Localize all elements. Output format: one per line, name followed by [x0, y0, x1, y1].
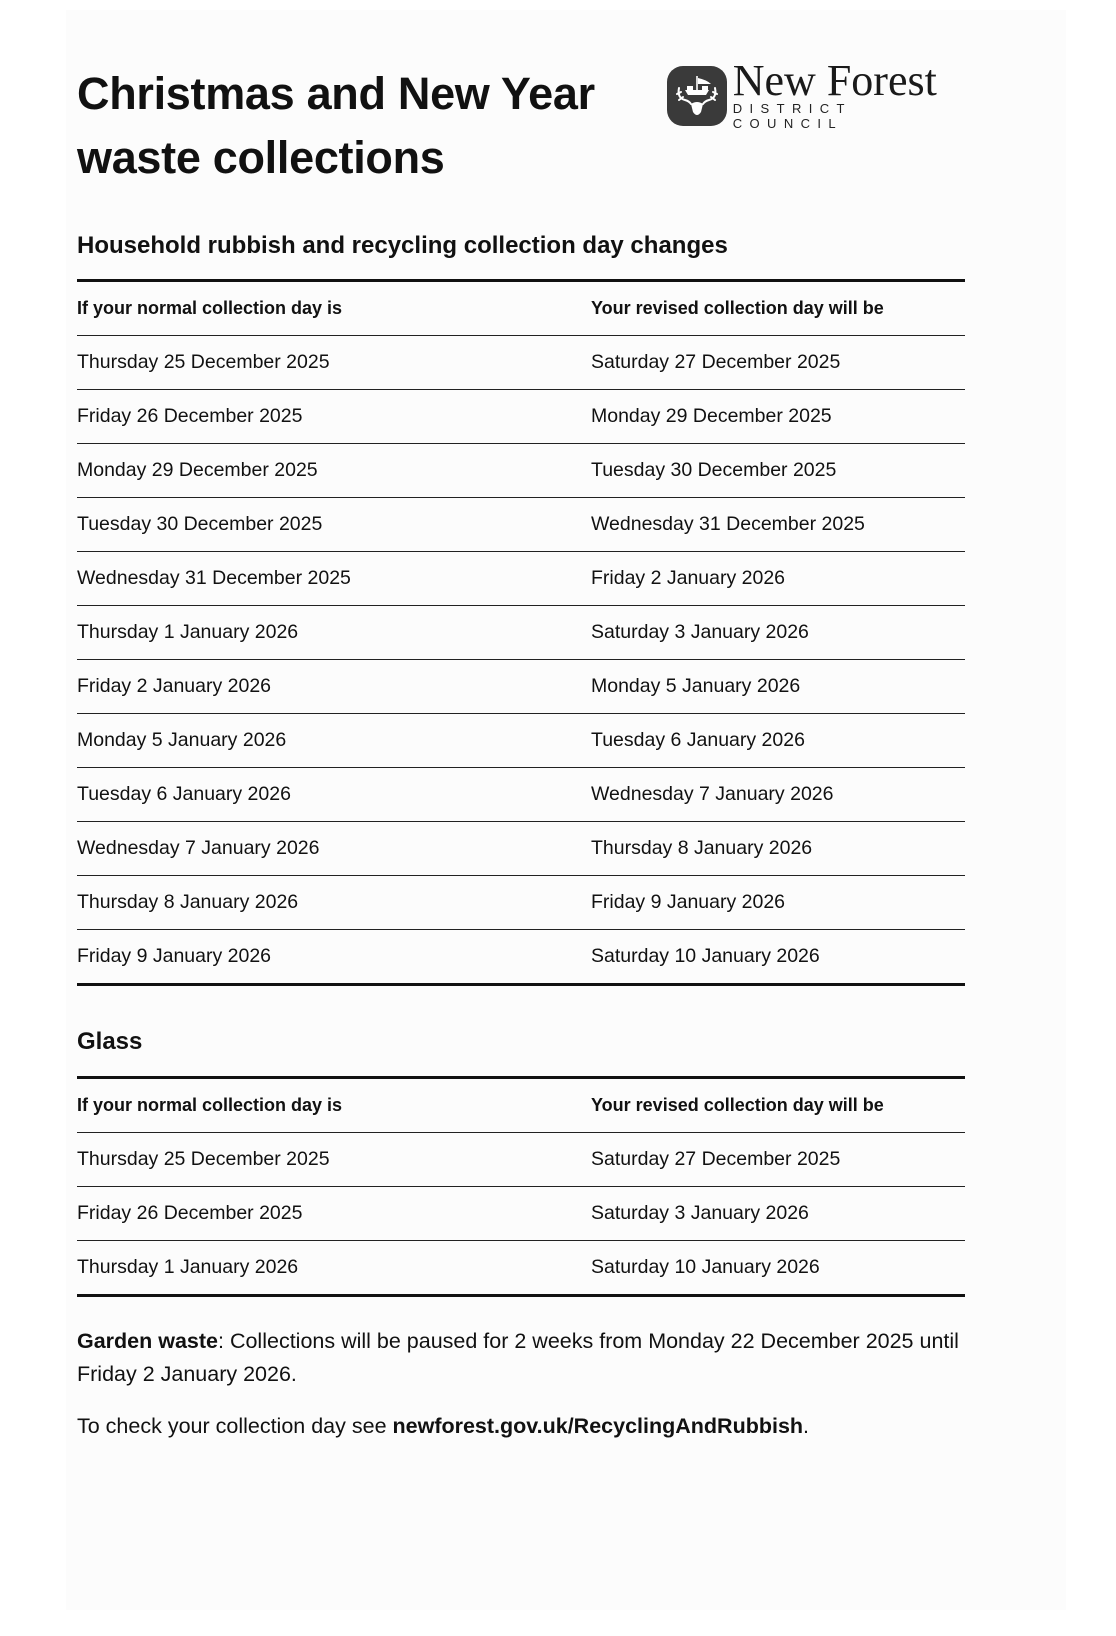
page-title: [77, 62, 677, 190]
normal-day-cell: Thursday 25 December 2025: [77, 1133, 591, 1187]
revised-day-cell: Saturday 10 January 2026: [591, 1256, 820, 1278]
check-text: To check your collection day see: [77, 1414, 393, 1438]
normal-day-cell: Thursday 25 December 2025: [77, 336, 591, 390]
household-table: [77, 279, 965, 986]
table-row: [77, 498, 965, 552]
normal-day-cell: Friday 26 December 2025: [77, 390, 591, 444]
column-header-revised-day: Your revised collection day will be: [591, 1078, 965, 1133]
logo-subtitle: DISTRICT COUNCIL: [732, 101, 852, 131]
table-row: [77, 336, 965, 390]
council-logo: [667, 56, 972, 131]
revised-day-cell: Wednesday 31 December 2025: [591, 498, 965, 552]
revised-day-cell: Friday 2 January 2026: [591, 552, 965, 606]
revised-day-cell: Monday 29 December 2025: [591, 390, 965, 444]
glass-table: [77, 1076, 965, 1297]
column-header-normal-day: If your normal collection day is: [77, 281, 591, 336]
table-header-row: [77, 281, 965, 336]
revised-day-cell: Saturday 27 December 2025: [591, 336, 965, 390]
normal-day-cell: Wednesday 7 January 2026: [77, 822, 591, 876]
garden-waste-note: [77, 1325, 965, 1391]
normal-day-cell: Thursday 8 January 2026: [77, 876, 591, 930]
table-row: [77, 390, 965, 444]
title-line-2: waste collections: [77, 132, 445, 183]
stag-ship-crest-icon: [667, 66, 727, 126]
normal-day-cell: Thursday 1 January 2026: [77, 1256, 299, 1278]
table-row: [77, 552, 965, 606]
normal-day-cell: Friday 9 January 2026: [77, 945, 272, 967]
normal-day-cell: Friday 2 January 2026: [77, 660, 591, 714]
table-row: [77, 1133, 965, 1187]
recycling-link[interactable]: newforest.gov.uk/RecyclingAndRubbish: [392, 1414, 804, 1438]
normal-day-cell: Monday 5 January 2026: [77, 714, 591, 768]
garden-waste-text: : Collections will be paused for 2 weeks from Monday 22 December 2025 until Friday 2 January 2026.: [77, 1329, 959, 1386]
table-row: [77, 822, 965, 876]
household-section-title: Household rubbish and recycling collection day changes: [77, 232, 728, 259]
table-row: [77, 768, 965, 822]
check-collection-note: [77, 1410, 965, 1443]
table-row: [77, 1187, 965, 1241]
check-suffix: .: [803, 1414, 810, 1438]
column-header-revised-day: Your revised collection day will be: [591, 281, 965, 336]
glass-section-title: Glass: [77, 1028, 143, 1055]
normal-day-cell: Monday 29 December 2025: [77, 444, 591, 498]
revised-day-cell: Friday 9 January 2026: [591, 876, 965, 930]
column-header-normal-day: If your normal collection day is: [77, 1078, 591, 1133]
table-row: [77, 606, 965, 660]
revised-day-cell: Wednesday 7 January 2026: [591, 768, 965, 822]
table-row: [77, 444, 965, 498]
revised-day-cell: Tuesday 6 January 2026: [591, 714, 965, 768]
normal-day-cell: Friday 26 December 2025: [77, 1187, 591, 1241]
revised-day-cell: Thursday 8 January 2026: [591, 822, 965, 876]
table-row: [77, 876, 965, 930]
normal-day-cell: Tuesday 30 December 2025: [77, 498, 591, 552]
logo-name: New Forest: [732, 56, 937, 105]
table-row: [77, 660, 965, 714]
revised-day-cell: Saturday 3 January 2026: [591, 606, 965, 660]
table-row: [77, 1241, 965, 1296]
revised-day-cell: Saturday 27 December 2025: [591, 1133, 965, 1187]
table-header-row: [77, 1078, 965, 1133]
normal-day-cell: Wednesday 31 December 2025: [77, 552, 591, 606]
revised-day-cell: Monday 5 January 2026: [591, 660, 965, 714]
garden-waste-label: Garden waste: [77, 1329, 218, 1353]
table-row: [77, 714, 965, 768]
revised-day-cell: Tuesday 30 December 2025: [591, 444, 965, 498]
table-row: [77, 930, 965, 985]
normal-day-cell: Tuesday 6 January 2026: [77, 768, 591, 822]
revised-day-cell: Saturday 10 January 2026: [591, 945, 820, 967]
title-line-1: Christmas and New Year: [77, 68, 595, 119]
revised-day-cell: Saturday 3 January 2026: [591, 1187, 965, 1241]
normal-day-cell: Thursday 1 January 2026: [77, 606, 591, 660]
